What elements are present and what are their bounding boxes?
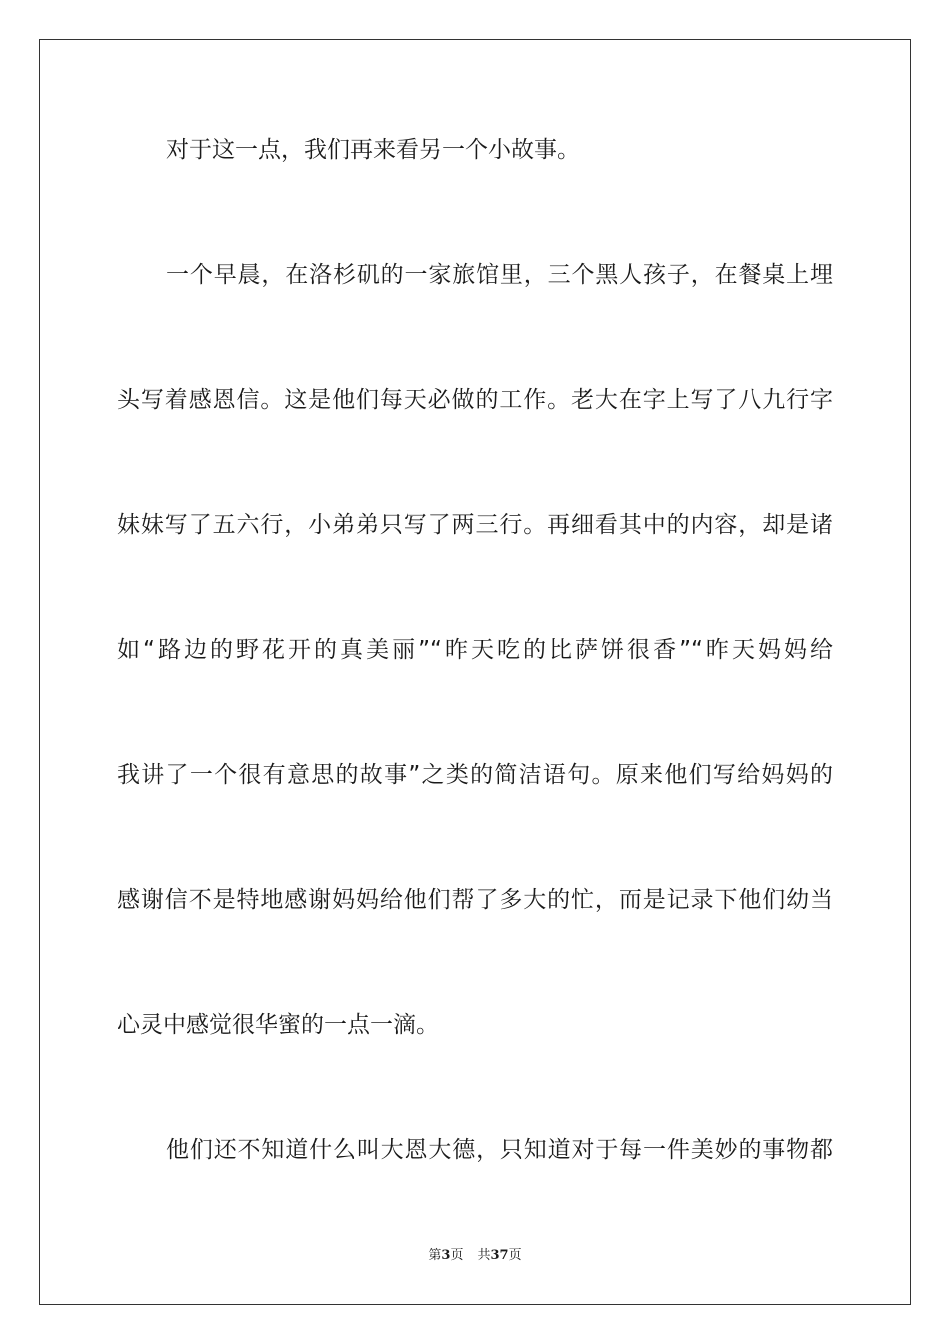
footer-total-prefix: 共 [477,1248,491,1263]
footer-prefix: 第 [428,1248,442,1263]
page-footer [0,1246,950,1266]
paragraph-2-line-6: 感谢信不是特地感谢妈妈给他们帮了多大的忙，而是记录下他们幼当 [117,887,833,913]
paragraph-2-line-1: 一个早晨，在洛杉矶的一家旅馆里，三个黑人孩子，在餐桌上埋 [166,262,833,288]
paragraph-3-line-1: 他们还不知道什么叫大恩大德，只知道对于每一件美妙的事物都 [166,1137,833,1163]
paragraph-1-line-1: 对于这一点，我们再来看另一个小故事。 [166,137,580,163]
paragraph-2-line-2: 头写着感恩信。这是他们每天必做的工作。老大在字上写了八九行字 [117,387,833,413]
total-page-count: 37 [490,1248,509,1263]
paragraph-2-line-5: 我讲了一个很有意思的故事”之类的简洁语句。原来他们写给妈妈的 [117,762,833,788]
footer-total-suffix: 页 [508,1248,522,1263]
current-page-number: 3 [441,1248,451,1263]
paragraph-2-line-7: 心灵中感觉很华蜜的一点一滴。 [117,1012,439,1038]
footer-page-suffix: 页 [450,1248,464,1263]
page-border [39,39,911,1305]
paragraph-2-line-4: 如“路边的野花开的真美丽”“昨天吃的比萨饼很香”“昨天妈妈给 [117,637,833,663]
paragraph-2-line-3: 妹妹写了五六行，小弟弟只写了两三行。再细看其中的内容，却是诸 [117,512,833,538]
